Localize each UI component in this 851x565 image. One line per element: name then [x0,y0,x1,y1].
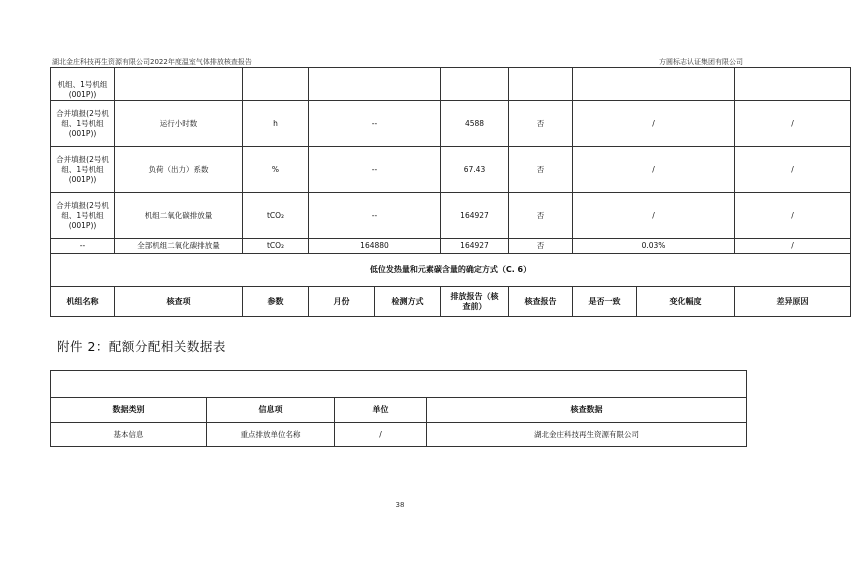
column-header: 检测方式 [375,287,441,317]
report-cell: 否 [509,193,573,239]
column-header: 是否一致 [573,287,637,317]
header-row [51,398,747,423]
page-header-right: 方圆标志认证集团有限公司 [659,58,743,66]
check-item-cell: 机组二氧化碳排放量 [115,193,243,239]
column-header: 核查报告 [509,287,573,317]
page-number: 38 [395,501,405,509]
unit-name-cell: 合并填报(2号机 组、1号机组 (001P)) [51,147,115,193]
table-row [51,68,851,101]
unit-name-cell: -- [51,239,115,254]
unit-cell: tCO₂ [243,193,309,239]
after-value-cell: 4588 [441,101,509,147]
column-header: 变化幅度 [637,287,735,317]
before-value-cell: -- [309,147,441,193]
report-cell: 否 [509,101,573,147]
after-value-cell: 164927 [441,239,509,254]
appendix-title: 附件 2：配额分配相关数据表 [57,339,226,354]
table-row [51,101,851,147]
check-item-cell: 全部机组二氧化碳排放量 [115,239,243,254]
section-title-row [51,254,851,287]
column-header: 排放报告（核 查前） [441,287,509,317]
before-value-cell: -- [309,193,441,239]
unit-cell: h [243,101,309,147]
consistency-cell: / [573,147,735,193]
column-header: 单位 [335,398,427,423]
unit-cell: tCO₂ [243,239,309,254]
before-value-cell: -- [309,101,441,147]
consistency-cell: / [573,193,735,239]
consistency-cell: / [573,101,735,147]
column-header: 核查数据 [427,398,747,423]
allocation-data-table [50,370,747,447]
check-item-cell: 运行小时数 [115,101,243,147]
after-value-cell: 67.43 [441,147,509,193]
section-title: 低位发热量和元素碳含量的确定方式（C. 6） [51,254,851,287]
column-header: 差异原因 [735,287,851,317]
unit-name-cell: 机组、1号机组 (001P)) [51,68,115,101]
check-item-cell: 负荷（出力）系数 [115,147,243,193]
table-row [51,193,851,239]
table-row [51,147,851,193]
header-row [51,287,851,317]
category-cell: 基本信息 [51,423,207,447]
unit-cell: % [243,147,309,193]
consistency-cell: 0.03% [573,239,735,254]
column-header: 信息项 [207,398,335,423]
verification-table [50,67,851,317]
before-value-cell: 164880 [309,239,441,254]
verified-data-cell: 湖北金庄科技再生资源有限公司 [427,423,747,447]
column-header: 参数 [243,287,309,317]
change-cell: / [735,239,851,254]
column-header: 月份 [309,287,375,317]
after-value-cell: 164927 [441,193,509,239]
info-item-cell: 重点排放单位名称 [207,423,335,447]
table-row [51,239,851,254]
column-header: 数据类别 [51,398,207,423]
unit-cell: / [335,423,427,447]
unit-name-cell: 合并填报(2号机 组、1号机组 (001P)) [51,101,115,147]
unit-name-cell: 合并填报(2号机 组、1号机组 (001P)) [51,193,115,239]
blank-title-row [51,371,747,398]
column-header: 核查项 [115,287,243,317]
page-header-left: 湖北金庄科技再生资源有限公司2022年度温室气体排放核查报告 [52,58,252,66]
column-header: 机组名称 [51,287,115,317]
change-cell: / [735,101,851,147]
change-cell: / [735,193,851,239]
change-cell: / [735,147,851,193]
report-cell: 否 [509,147,573,193]
table-row [51,423,747,447]
report-cell: 否 [509,239,573,254]
